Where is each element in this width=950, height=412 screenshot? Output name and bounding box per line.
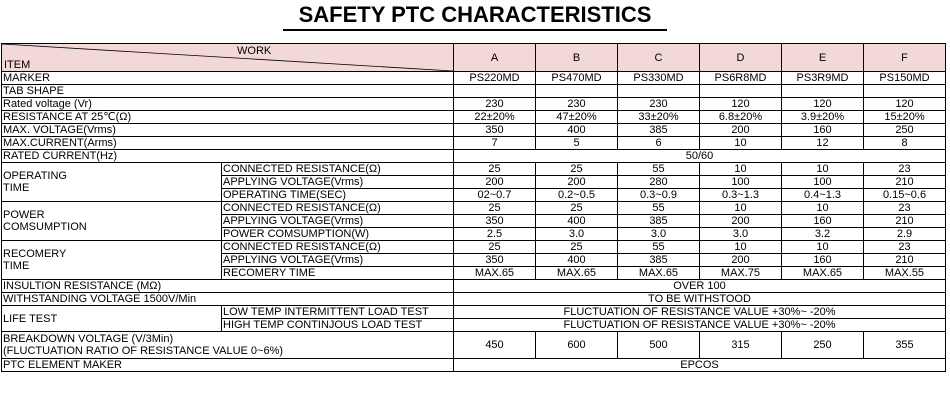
value-cell: 23 [864,241,946,254]
rated-current-row [2,150,946,163]
value-cell: 160 [782,215,864,228]
empty-cell [864,85,946,98]
sub-label: APPLYING VOLTAGE(Vrms) [222,254,454,267]
value-cell: 25 [536,163,618,176]
value-cell: PS3R9MD [782,72,864,85]
value-cell: 3.0 [700,228,782,241]
rated-voltage-row [2,98,946,111]
row-label-line: (FLUCTUATION RATIO OF RESISTANCE VALUE 0~6%) [3,345,284,357]
value-cell: 120 [864,98,946,111]
group-label [2,163,222,202]
group-label [2,241,222,280]
empty-cell [782,85,864,98]
sub-label: LOW TEMP INTERMITTENT LOAD TEST [222,306,454,319]
empty-cell [618,85,700,98]
page-title: SAFETY PTC CHARACTERISTICS [298,2,652,27]
value-cell: 33±20% [618,111,700,124]
value-cell: 250 [782,332,864,359]
value-cell: 10 [782,163,864,176]
resistance-row [2,111,946,124]
value-cell: PS150MD [864,72,946,85]
row-label: RESISTANCE AT 25℃(Ω) [2,111,454,124]
value-cell: 55 [618,163,700,176]
value-cell: 0.2~0.5 [536,189,618,202]
value-cell: MAX.55 [864,267,946,280]
max-current-row [2,137,946,150]
value-cell: 280 [618,176,700,189]
recovery-time-row [2,241,946,254]
row-label: MAX. VOLTAGE(Vrms) [2,124,454,137]
max-voltage-row [2,124,946,137]
value-cell: PS220MD [454,72,536,85]
value-cell: 120 [782,98,864,111]
value-cell: 3.2 [782,228,864,241]
row-label: INSULTION RESISTANCE (MΩ) [2,280,454,293]
value-cell: 10 [782,241,864,254]
value-cell: 200 [700,254,782,267]
value-cell: 400 [536,254,618,267]
row-label: WITHSTANDING VOLTAGE 1500V/Min [2,293,454,306]
value-cell: 0.3~0.9 [618,189,700,202]
value-cell: 25 [454,163,536,176]
value-cell: 400 [536,124,618,137]
value-cell: 600 [536,332,618,359]
value-cell: 230 [454,98,536,111]
value-cell: 200 [700,124,782,137]
value-cell: 250 [864,124,946,137]
value-cell: 100 [700,176,782,189]
sub-label: RECOMERY TIME [222,267,454,280]
value-cell: FLUCTUATION OF RESISTANCE VALUE +30%~ -20% [454,306,946,319]
insulation-row [2,280,946,293]
sub-label: CONNECTED RESISTANCE(Ω) [222,202,454,215]
value-cell: 210 [864,176,946,189]
value-cell: MAX.65 [618,267,700,280]
value-cell: 12 [782,137,864,150]
value-cell: 385 [618,124,700,137]
value-cell: 6 [618,137,700,150]
empty-cell [700,85,782,98]
value-cell: 7 [454,137,536,150]
ptc-characteristics-table [1,43,946,372]
empty-cell [454,85,536,98]
sub-label: CONNECTED RESISTANCE(Ω) [222,241,454,254]
column-header-b: B [536,44,618,72]
value-cell: OVER 100 [454,280,946,293]
value-cell: 47±20% [536,111,618,124]
column-header-f: F [864,44,946,72]
value-cell: 315 [700,332,782,359]
tab-shape-row [2,85,946,98]
value-cell: 200 [700,215,782,228]
value-cell: 500 [618,332,700,359]
power-consumption-row [2,202,946,215]
marker-row [2,72,946,85]
work-label: WORK [237,45,272,57]
value-cell: 23 [864,202,946,215]
value-cell: 0.4~1.3 [782,189,864,202]
row-label: PTC ELEMENT MAKER [2,359,454,372]
row-label-line: BREAKDOWN VOLTAGE (V/3Min) [3,333,174,345]
row-label: Rated voltage (Vr) [2,98,454,111]
value-cell: 2.5 [454,228,536,241]
group-label-line: RECOMERY [3,248,67,260]
sub-label: OPERATING TIME(SEC) [222,189,454,202]
sub-label: APPLYING VOLTAGE(Vrms) [222,215,454,228]
value-cell: 210 [864,215,946,228]
breakdown-voltage-row [2,332,946,359]
value-cell: MAX.65 [454,267,536,280]
value-cell: 230 [536,98,618,111]
group-label-line: TIME [3,182,30,194]
value-cell: 200 [454,176,536,189]
value-cell: MAX.65 [536,267,618,280]
item-label: ITEM [4,59,31,71]
sub-label: APPLYING VOLTAGE(Vrms) [222,176,454,189]
value-cell: 23 [864,163,946,176]
value-cell: MAX.65 [782,267,864,280]
column-header-a: A [454,44,536,72]
value-cell: 10 [700,241,782,254]
row-label: RATED CURRENT(Hz) [2,150,454,163]
value-cell: 400 [536,215,618,228]
value-cell: 10 [700,202,782,215]
group-label: LIFE TEST [2,306,222,332]
group-label [2,202,222,241]
value-cell: 10 [782,202,864,215]
value-cell: 160 [782,124,864,137]
group-label-line: COMSUMPTION [3,221,87,233]
life-test-row [2,306,946,319]
value-cell: 6.8±20% [700,111,782,124]
value-cell: 3.0 [536,228,618,241]
value-cell: 3.9±20% [782,111,864,124]
value-cell: 10 [700,163,782,176]
empty-cell [536,85,618,98]
value-cell: 25 [536,241,618,254]
value-cell: 22±20% [454,111,536,124]
group-label-line: POWER [3,209,45,221]
work-item-header-cell [2,44,454,72]
value-cell: 450 [454,332,536,359]
value-cell: 8 [864,137,946,150]
value-cell: 02~0.7 [454,189,536,202]
value-cell: 160 [782,254,864,267]
value-cell: TO BE WITHSTOOD [454,293,946,306]
value-cell: 355 [864,332,946,359]
group-label-line: OPERATING [3,170,67,182]
sub-label: HIGH TEMP CONTINJOUS LOAD TEST [222,319,454,332]
value-cell: 0.15~0.6 [864,189,946,202]
value-cell: 15±20% [864,111,946,124]
value-cell: PS6R8MD [700,72,782,85]
value-cell: 100 [782,176,864,189]
value-cell: 10 [700,137,782,150]
title-underline [283,29,667,31]
value-cell: FLUCTUATION OF RESISTANCE VALUE +30%~ -20% [454,319,946,332]
value-cell: 0.3~1.3 [700,189,782,202]
diagonal-divider-line [2,44,453,71]
row-label: MARKER [2,72,454,85]
value-cell: 5 [536,137,618,150]
value-cell: PS470MD [536,72,618,85]
value-cell: 350 [454,215,536,228]
value-cell: 120 [700,98,782,111]
value-cell: 25 [454,241,536,254]
value-cell: 55 [618,202,700,215]
value-cell: 3.0 [618,228,700,241]
withstanding-row [2,293,946,306]
value-cell: MAX.75 [700,267,782,280]
column-header-c: C [618,44,700,72]
column-header-e: E [782,44,864,72]
element-maker-row [2,359,946,372]
value-cell: 200 [536,176,618,189]
header-row [2,44,946,72]
value-cell: 2.9 [864,228,946,241]
group-label-line: TIME [3,260,30,272]
row-label: MAX.CURRENT(Arms) [2,137,454,150]
value-cell: 385 [618,215,700,228]
value-cell: 350 [454,254,536,267]
sub-label: CONNECTED RESISTANCE(Ω) [222,163,454,176]
column-header-d: D [700,44,782,72]
operating-time-row [2,163,946,176]
row-label: TAB SHAPE [2,85,454,98]
value-cell: 25 [454,202,536,215]
value-cell: 25 [536,202,618,215]
value-cell: EPCOS [454,359,946,372]
value-cell: 55 [618,241,700,254]
value-cell: PS330MD [618,72,700,85]
row-label [2,332,454,359]
value-cell: 350 [454,124,536,137]
value-cell: 230 [618,98,700,111]
sub-label: POWER COMSUMPTION(W) [222,228,454,241]
value-cell: 210 [864,254,946,267]
value-cell: 385 [618,254,700,267]
value-cell: 50/60 [454,150,946,163]
